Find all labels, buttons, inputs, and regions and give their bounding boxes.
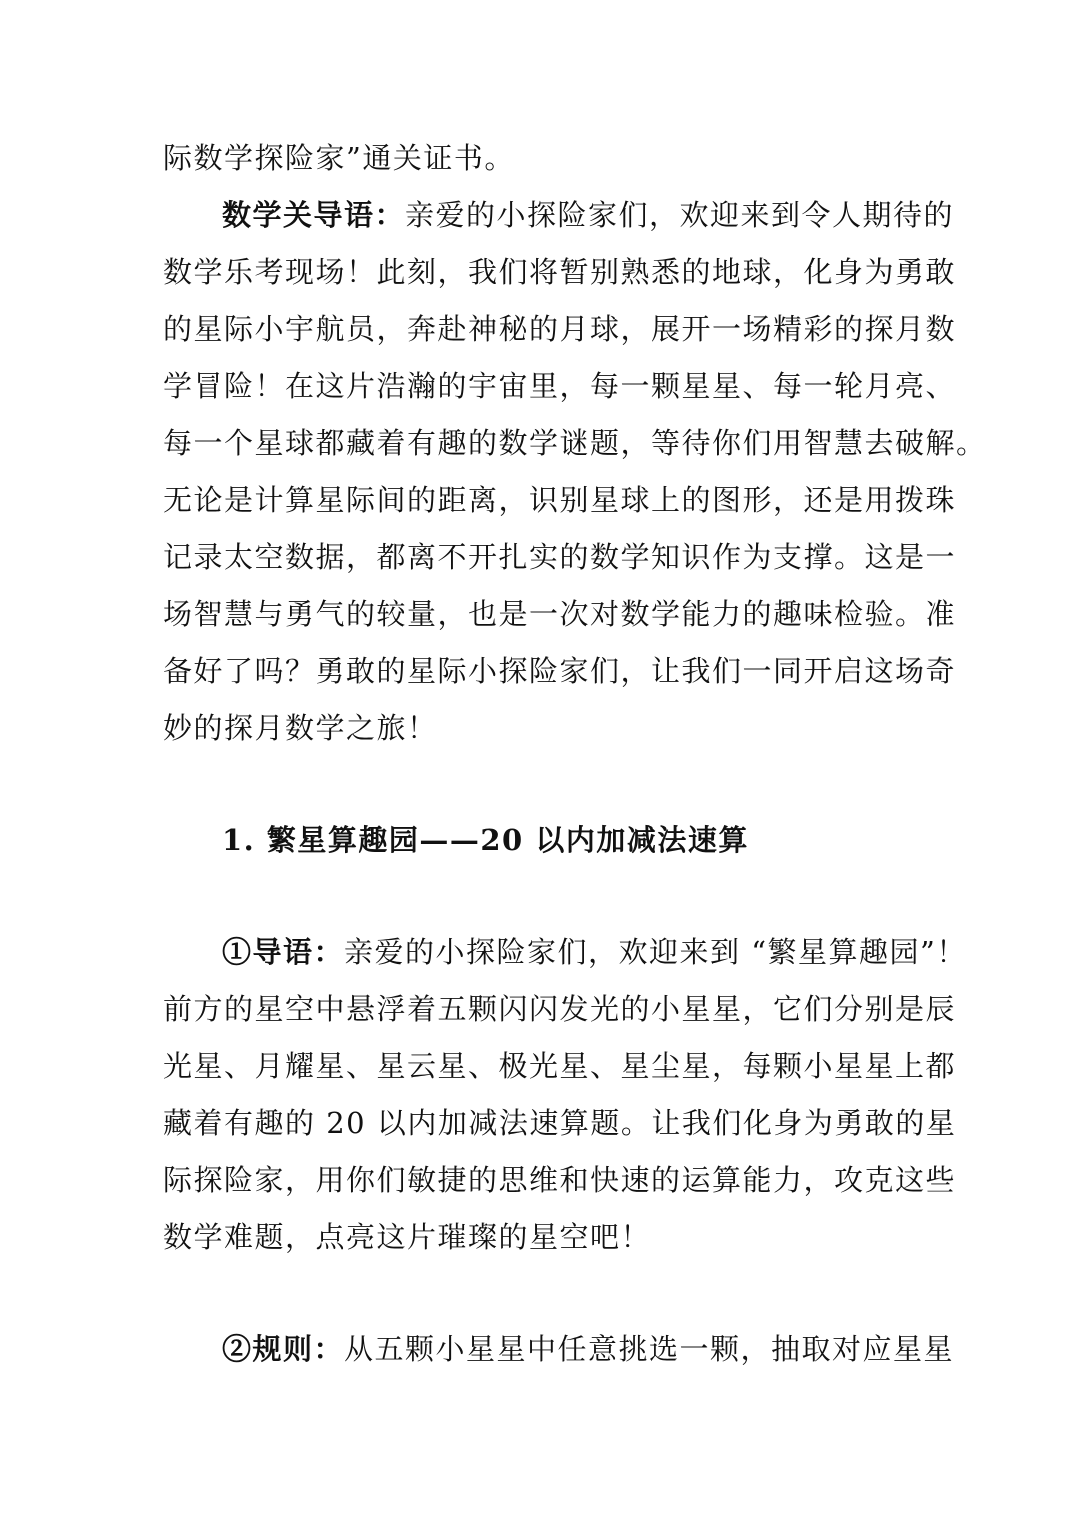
guide-line: 数学乐考现场！此刻，我们将暂别熟悉的地球，化身为勇敢 — [163, 255, 957, 289]
section-intro-first-text: 亲爱的小探险家们，欢迎来到 “繁星算趣园”！ — [344, 935, 967, 969]
guide-label: 数学关导语： — [222, 198, 406, 232]
guide-line: 学冒险！在这片浩瀚的宇宙里，每一颗星星、每一轮月亮、 — [163, 369, 957, 403]
section-intro-first-line — [222, 932, 967, 972]
guide-line: 每一个星球都藏着有趣的数学谜题，等待你们用智慧去破解。 — [163, 426, 987, 460]
section-intro-line: 光星、月耀星、星云星、极光星、星尘星，每颗小星星上都 — [163, 1049, 957, 1083]
guide-line: 的星际小宇航员，奔赴神秘的月球，展开一场精彩的探月数 — [163, 312, 957, 346]
guide-paragraph-first-line — [222, 195, 954, 235]
rules-first-text: 从五颗小星星中任意挑选一颗，抽取对应星星 — [344, 1332, 955, 1366]
section-intro-line: 际探险家，用你们敏捷的思维和快速的运算能力，攻克这些 — [163, 1163, 957, 1197]
section-heading: 1. 繁星算趣园——20 以内加减法速算 — [222, 823, 749, 857]
section-intro-line: 藏着有趣的 20 以内加减法速算题。让我们化身为勇敢的星 — [163, 1106, 957, 1140]
guide-line: 场智慧与勇气的较量，也是一次对数学能力的趣味检验。准 — [163, 597, 957, 631]
guide-line: 记录太空数据，都离不开扎实的数学知识作为支撑。这是一 — [163, 540, 957, 574]
guide-line: 备好了吗？勇敢的星际小探险家们，让我们一同开启这场奇 — [163, 654, 957, 688]
guide-line: 无论是计算星际间的距离，识别星球上的图形，还是用拨珠 — [163, 483, 957, 517]
guide-first-line: 亲爱的小探险家们，欢迎来到令人期待的 — [405, 198, 955, 232]
intro-continuation: 际数学探险家”通关证书。 — [163, 141, 515, 175]
section-intro-line: 前方的星空中悬浮着五颗闪闪发光的小星星，它们分别是辰 — [163, 992, 957, 1026]
rules-first-line — [222, 1329, 954, 1369]
section-intro-label: ①导语： — [222, 935, 345, 969]
rules-label: ②规则： — [222, 1332, 345, 1366]
guide-line: 妙的探月数学之旅！ — [163, 711, 438, 745]
section-intro-line: 数学难题，点亮这片璀璨的星空吧！ — [163, 1220, 652, 1254]
